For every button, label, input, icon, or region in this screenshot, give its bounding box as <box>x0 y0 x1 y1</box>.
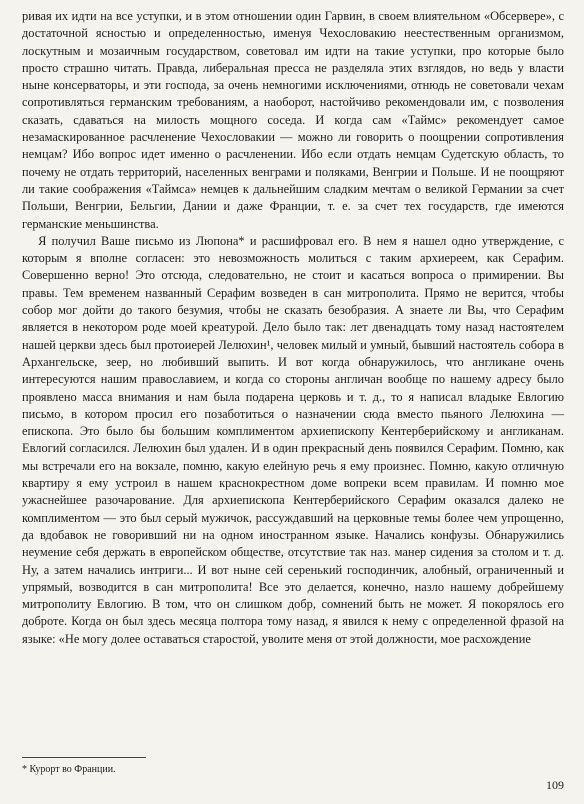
footnote: * Курорт во Франции. <box>22 764 116 775</box>
paragraph-1: ривая их идти на все уступки, и в этом отношении один Гарвин, в своем влиятельном «Обсервере», с достаточной ясностью и определенностью, именуя Чехословакию неестественным организмом, лоскутным и мозаичным государством, советовал им идти на такие уступки, про которые было просто страшно читать. Правда, либеральная пресса не разделяла этих взглядов, но ведь у власти ныне консерваторы, и эти господа, за очень немногими исключениями, отнюдь не советовали чехам сопротивляться германским требованиям, а наоборот, настойчиво рекомендовали им, с позволения сказать, сдаваться на милость мощного соседа. И когда сам «Таймс» рекомендует самое незамаскированное расчленение Чехословакии — можно ли говорить о поощрении сопротивления немцам? Ибо вопрос идет именно о расчленении. Ибо если отдать немцам Судетскую область, то почему не отдать территорий, населенных венграми и поляками, Венгрии и Польше. И не поощряют ли такие соображения «Таймса» немцев к дальнейшим сладким мечтам о великой Германии за счет Польши, Венгрии, Бельгии, Дании и даже Франции, т. е. за счет тех государств, где имеются германские меньшинства. <box>22 9 564 231</box>
page-body <box>22 8 564 648</box>
page-number: 109 <box>546 778 564 792</box>
paragraph-2: Я получил Ваше письмо из Люпона* и расшифровал его. В нем я нашел одно утверждение, с которым я вполне согласен: это невозможность молиться с таким архиереем, как Серафим. Совершенно верно! Это отсюда, следовательно, не стоит и касаться вопроса о примирении. Вы правы. Тем временем названный Серафим возведен в сан митрополита. Прямо не верится, чтобы собор мог дойти до такого безумия, чтобы не сказать безобразия. А знаете ли Вы, что Серафим является в некотором роде моей креатурой. Дело было так: лет двенадцать тому назад настоятелем нашей церкви здесь был протоиерей Лелюхин¹, человек милый и умный, бывший настоятель собора в Архангельске, зеер, но любивший выпить. И вот когда обнаружилось, что англикане очень интересуются нашим православием, и когда со стороны англичан вообще по нашему адресу было проявлено масса внимания и нам была подарена церковь и т. д., то я написал владыке Евлогию письмо, в котором просил его позаботиться о назначении сюда вместо пьяного Лелюхина — епископа. Это было бы большим комплиментом архиепископу Кентерберийскому и англиканам. Евлогий согласился. Лелюхин был удален. И в один прекрасный день появился Серафим. Помню, как мы встречали его на вокзале, помню, какую елейную речь я ему произнес. Помню, какую отличную квартиру я ему устроил в нашем краснокрестном доме вопреки всем правилам. И помню мое ужаснейшее разочарование. Для архиепископа Кентерберийского Серафим оказался далеко не комплиментом — это был серый мужичок, рассуждавший на церковные темы более чем упрощенно, да вдобавок не говоривший ни на одном иностранном языке. Начались конфузы. Обнаружились неумение себя держать в европейском обществе, отсутствие так наз. манер сидения за столом и т. д. Ну, а затем начались интриги... И вот ныне сей серенький господинчик, алобный, ограниченный и упрямый, возводится в сан митрополита! Все это делается, конечно, назло нашему добрейшему митрополиту Евлогию. В том, что он слишком добр, сомнений быть не может. Я покорялось его доброте. Когда он был здесь месяца полтора тому назад, я явился к нему с определенной фразой на языке: «Не могу долее оставаться старостой, уволите меня от этой должности, мое расхождение <box>22 233 564 646</box>
footnote-divider <box>22 757 146 758</box>
